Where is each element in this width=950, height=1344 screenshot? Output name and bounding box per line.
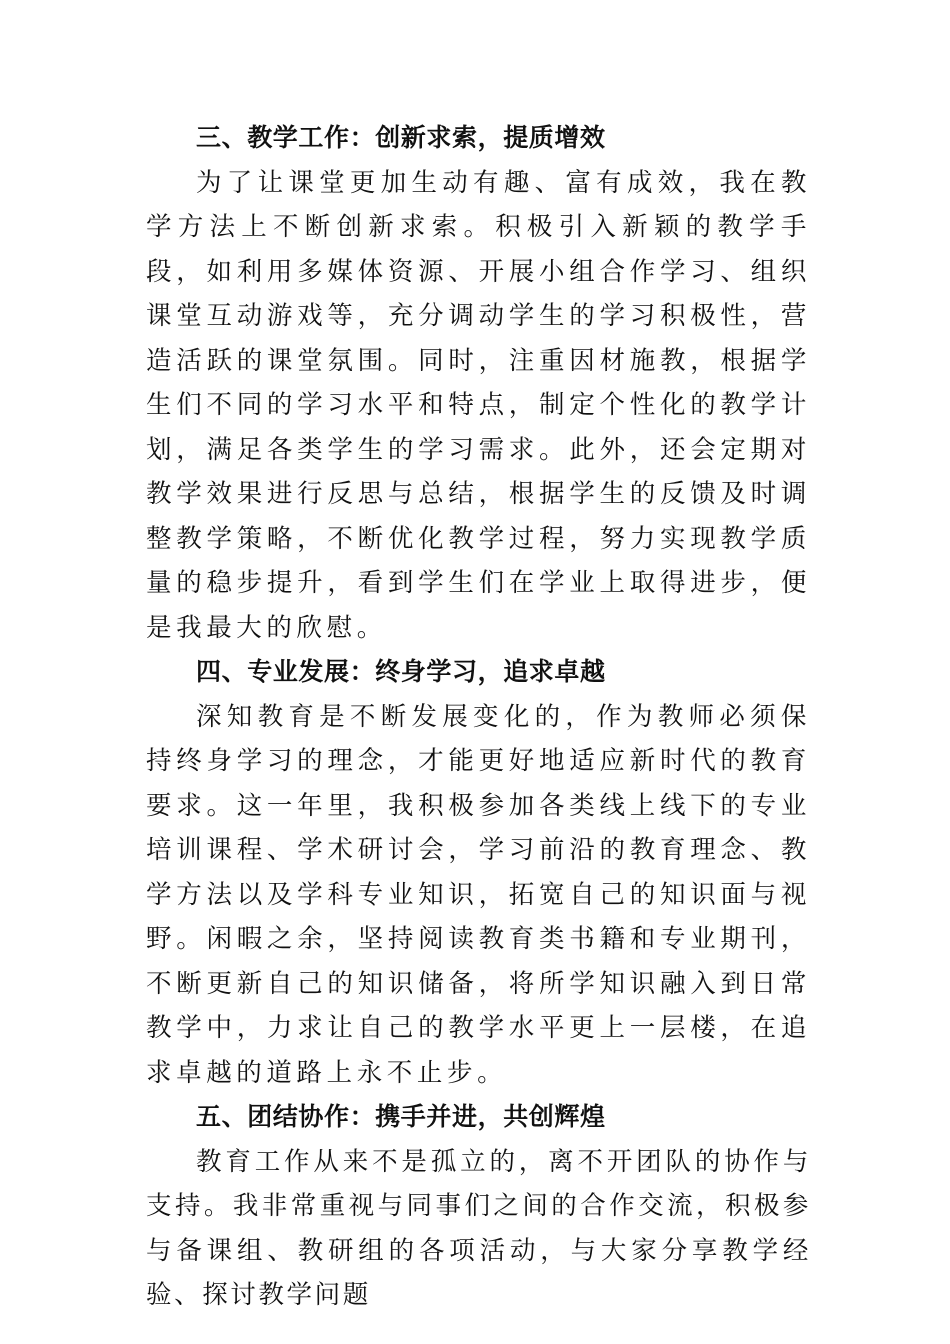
section-paragraph-teaching: 为了让课堂更加生动有趣、富有成效，我在教学方法上不断创新求索。积极引入新颖的教学手段，如利用多媒体资源、开展小组合作学习、组织课堂互动游戏等，充分调动学生的学习积极性，营造活跃的课堂氛围。同时，注重因材施教，根据学生们不同的学习水平和特点，制定个性化的教学计划，满足各类学生的学习需求。此外，还会定期对教学效果进行反思与总结，根据学生的反馈及时调整教学策略，不断优化教学过程，努力实现教学质量的稳步提升，看到学生们在学业上取得进步，便是我最大的欣慰。 — [146, 167, 811, 643]
section-heading-professional-development: 四、专业发展：终身学习，追求卓越 — [196, 657, 606, 686]
section-paragraph-professional-development: 深知教育是不断发展变化的，作为教师必须保持终身学习的理念，才能更好地适应新时代的教育要求。这一年里，我积极参加各类线上线下的专业培训课程、学术研讨会，学习前沿的教育理念、教学方法以及学科专业知识，拓宽自己的知识面与视野。闲暇之余，坚持阅读教育类书籍和专业期刊，不断更新自己的知识储备，将所学知识融入到日常教学中，力求让自己的教学水平更上一层楼，在追求卓越的道路上永不止步。 — [146, 701, 811, 1088]
section-heading-teaching: 三、教学工作：创新求索，提质增效 — [196, 123, 606, 152]
section-paragraph-teamwork: 教育工作从来不是孤立的，离不开团队的协作与支持。我非常重视与同事们之间的合作交流，积极参与备课组、教研组的各项活动，与大家分享教学经验、探讨教学问题 — [146, 1146, 811, 1310]
document-body — [146, 116, 811, 1318]
section-heading-teamwork: 五、团结协作：携手并进，共创辉煌 — [196, 1102, 606, 1131]
